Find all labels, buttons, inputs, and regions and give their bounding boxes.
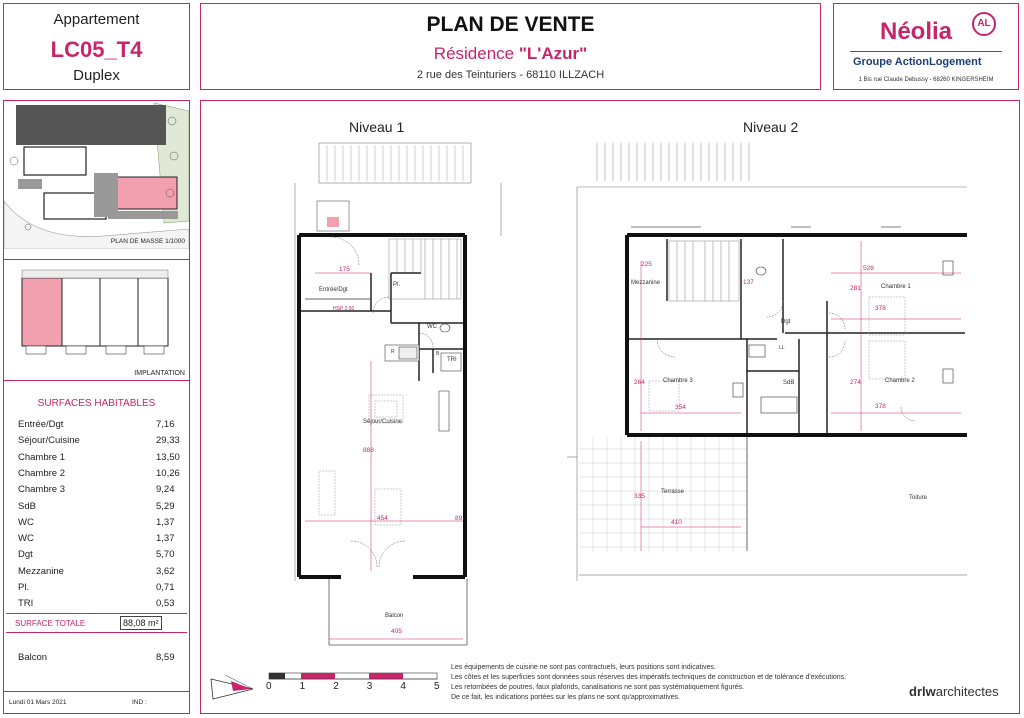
room-mezzanine — [631, 280, 660, 286]
room-toiture — [909, 495, 927, 501]
fridge-label: R — [391, 349, 395, 355]
surface-row — [18, 435, 178, 446]
dim-378-a: 378 — [875, 305, 886, 312]
washer-label: B — [436, 351, 440, 357]
room-dgt-label: Dgt — [781, 319, 791, 325]
brand-badge-icon — [972, 12, 996, 36]
room-toiture-label: Toiture — [909, 495, 928, 501]
room-chambre1 — [881, 284, 911, 290]
footer-divider — [4, 691, 189, 692]
surface-row — [18, 419, 178, 430]
surface-value: 7,16 — [156, 419, 175, 430]
surface-value: 5,29 — [156, 500, 175, 512]
room-wc-label: WC — [427, 324, 437, 330]
washer-mark — [436, 351, 439, 357]
site-plan-panel — [4, 101, 189, 249]
apartment-type-label: Appartement — [53, 11, 140, 28]
room-terrasse — [661, 489, 684, 495]
surface-row — [18, 566, 178, 577]
room-sdb-label: SdB — [783, 380, 795, 386]
architect-rest: architectes — [935, 684, 999, 699]
surface-row — [18, 452, 178, 463]
room-entree — [319, 287, 348, 293]
note-4: De ce fait, les indications portées sur les plans ne sont qu'approximatives. — [451, 694, 680, 701]
room-pl — [393, 282, 400, 288]
surface-row — [18, 533, 178, 544]
dim-405: 405 — [391, 628, 402, 635]
surface-name: Chambre 3 — [18, 484, 65, 496]
room-pl-label: Pl. — [393, 282, 401, 288]
surface-row — [18, 517, 178, 528]
architect-logo — [909, 684, 999, 699]
level1-title: Niveau 1 — [349, 119, 405, 135]
left-column — [3, 100, 190, 714]
architect-bold: drlw — [909, 684, 936, 699]
dim-137: 137 — [743, 279, 754, 286]
surface-value: 29,33 — [156, 435, 180, 447]
surface-row — [18, 484, 178, 495]
surface-value: 3,62 — [156, 565, 175, 577]
note-2: Les côtes et les superficies sont données sous réserves des impératifs techniques de construction et de tolérance d'exécutions. — [451, 674, 847, 681]
room-chambre2 — [885, 378, 915, 384]
room-chambre2-label: Chambre 2 — [885, 378, 915, 384]
residence-prefix: Résidence — [433, 44, 519, 63]
room-sdb — [783, 380, 794, 386]
scale-tick: 3 — [366, 681, 373, 692]
room-wc — [427, 324, 437, 330]
room-tri — [447, 357, 457, 363]
room-chambre3 — [663, 378, 693, 384]
group-suffix: Logement — [928, 56, 982, 68]
dim-274: 274 — [850, 379, 861, 386]
balcon-label: Balcon — [18, 652, 48, 663]
surfaces-title: SURFACES HABITABLES — [37, 398, 156, 409]
group-prefix: Groupe Action — [853, 56, 929, 68]
surface-name: Entrée/Dgt — [18, 419, 64, 430]
dim-354: 354 — [675, 404, 686, 411]
brand-divider — [850, 51, 1002, 52]
level2-title: Niveau 2 — [743, 119, 799, 135]
implantation-panel — [4, 259, 189, 381]
room-chambre3-label: Chambre 3 — [663, 378, 693, 384]
page-title: PLAN DE VENTE — [426, 13, 595, 36]
total-value: 88,08 m² — [120, 616, 162, 630]
room-sejour — [363, 419, 402, 425]
surface-name: Séjour/Cuisine — [18, 435, 80, 447]
dim-335: 335 — [634, 493, 645, 500]
surface-value: 1,37 — [156, 533, 175, 545]
apartment-box — [3, 3, 190, 90]
legal-notes — [451, 663, 846, 703]
surface-name: TRI — [18, 598, 34, 610]
residence-line — [201, 44, 820, 64]
group-name — [853, 56, 982, 68]
dim-175: 175 — [339, 266, 350, 273]
room-entree-label: Entrée/Dgt — [319, 287, 348, 293]
note-1: Les équipements de cuisine ne sont pas contractuels, leurs positions sont indicatives. — [451, 664, 716, 671]
surface-row — [18, 501, 178, 512]
balcon-value: 8,59 — [156, 652, 175, 663]
dim-528: 528 — [863, 265, 874, 272]
dim-410: 410 — [671, 519, 682, 526]
site-plan-label: PLAN DE MASSE 1/1000 — [110, 238, 185, 245]
implantation-drawing — [4, 260, 189, 380]
room-ll-label: LL — [779, 345, 785, 351]
room-tri-label: TRI — [447, 357, 457, 363]
plan-panel — [200, 100, 1020, 714]
total-row — [6, 613, 187, 633]
room-sejour-label: Séjour/Cuisine — [363, 419, 403, 425]
implantation-label: IMPLANTATION — [134, 370, 185, 377]
room-mezzanine-label: Mezzanine — [631, 280, 661, 286]
dim-281: 281 — [850, 285, 861, 292]
dim-89: 89 — [455, 515, 463, 522]
dim-378-b: 378 — [875, 403, 886, 410]
scale-bar-icon — [269, 673, 437, 679]
brand-badge-text: AL — [977, 18, 991, 29]
surface-value: 13,50 — [156, 451, 180, 463]
surface-row — [18, 582, 178, 593]
dim-888: 888 — [363, 447, 374, 454]
scale-tick: 2 — [333, 681, 339, 692]
residence-name: "L'Azur" — [518, 44, 588, 63]
total-label: SURFACE TOTALE — [15, 619, 86, 628]
surface-name: Mezzanine — [18, 565, 64, 577]
surface-value: 0,71 — [156, 582, 175, 593]
apartment-code: LC05_T4 — [50, 37, 143, 62]
surface-name: Pl. — [18, 582, 30, 593]
index-label: IND : — [132, 699, 147, 706]
plan-date: Lundi 01 Mars 2021 — [9, 699, 67, 706]
surface-value: 1,37 — [156, 516, 175, 528]
surface-value: 10,26 — [156, 467, 180, 479]
north-arrow-icon — [211, 675, 253, 699]
surface-name: Dgt — [18, 549, 33, 561]
room-balcon-label: Balcon — [385, 613, 404, 619]
residence-address: 2 rue des Teinturiers - 68110 ILLZACH — [416, 69, 605, 81]
apartment-subtype: Duplex — [73, 67, 120, 84]
logo-box — [833, 3, 1019, 90]
dim-hsp: HSP 2.50 — [333, 306, 355, 312]
surface-row — [18, 549, 178, 560]
room-dgt — [781, 319, 790, 325]
balcon-row — [18, 652, 178, 663]
scale-tick: 4 — [400, 681, 406, 692]
note-3: Les retombées de poutres, faux plafonds, canalisations ne sont pas systématiquement figurés. — [451, 684, 745, 691]
scale-tick: 1 — [299, 681, 306, 692]
brand-address: 1 Bis rue Claude Debussy - 68260 KINGERSHEIM — [858, 77, 994, 83]
surface-name: Chambre 2 — [18, 467, 65, 479]
surface-name: WC — [18, 516, 34, 528]
floor-plans-drawing — [201, 101, 1019, 713]
room-ll — [779, 345, 785, 351]
room-terrasse-label: Terrasse — [661, 489, 685, 495]
scale-tick: 0 — [266, 681, 272, 692]
dim-264: 264 — [634, 379, 645, 386]
fridge-mark — [391, 349, 395, 355]
surface-value: 0,53 — [156, 598, 175, 610]
scale-tick: 5 — [434, 681, 440, 692]
dim-225: 225 — [641, 261, 652, 268]
surface-value: 9,24 — [156, 484, 175, 496]
surface-value: 5,70 — [156, 549, 175, 561]
surface-name: Chambre 1 — [18, 451, 65, 463]
title-box — [200, 3, 821, 90]
surface-row — [18, 598, 178, 609]
surface-name: WC — [18, 533, 34, 545]
room-balcon — [385, 613, 403, 619]
dim-454: 454 — [377, 515, 388, 522]
surface-row — [18, 468, 178, 479]
room-chambre1-label: Chambre 1 — [881, 284, 911, 290]
site-plan-drawing — [4, 101, 189, 249]
surface-name: SdB — [18, 500, 36, 512]
brand-name: Néolia — [880, 18, 953, 45]
